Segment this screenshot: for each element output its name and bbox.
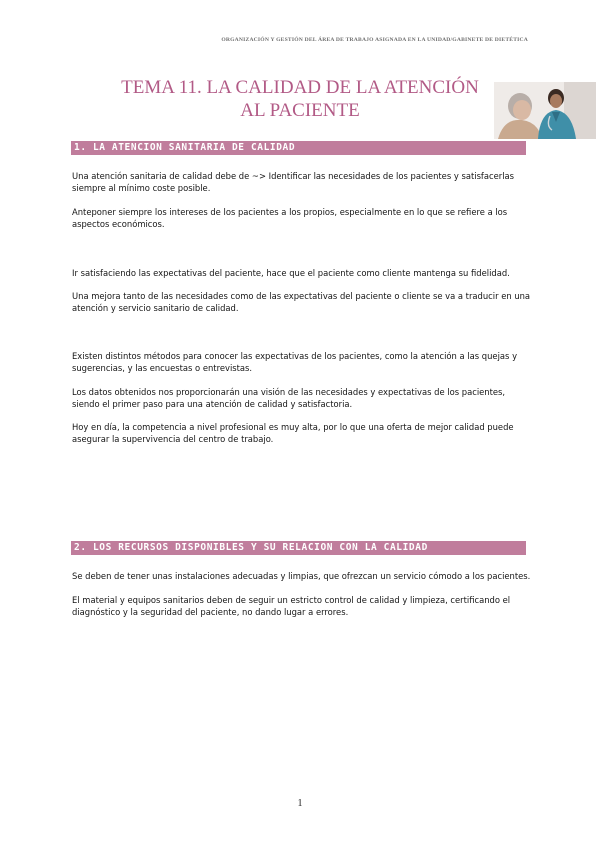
section-2-heading-bar xyxy=(71,541,526,555)
running-header: ORGANIZACIÓN Y GESTIÓN DEL ÁREA DE TRABAJO ASIGNADA EN LA UNIDAD/GABINETE DE DIETÉTICA xyxy=(221,37,528,43)
section-1-heading-bar xyxy=(71,141,526,155)
section-1-heading: 1. LA ATENCION SANITARIA DE CALIDAD xyxy=(74,142,296,153)
section-1-paragraph-4: Una mejora tanto de las necesidades como de las expectativas del paciente o cliente se va a traducir en una atención y servicio sanitario de calidad. xyxy=(72,291,531,313)
section-1-paragraph-6: Los datos obtenidos nos proporcionarán una visión de las necesidades y expectativas de los pacientes, siendo el primer paso para una atención de calidad y satisfactoria. xyxy=(72,387,506,409)
page-number: 1 xyxy=(297,798,303,809)
section-1-paragraph-2: Anteponer siempre los intereses de los pacientes a los propios, especialmente en lo que se refiere a los aspectos económicos. xyxy=(72,207,508,229)
section-2-heading: 2. LOS RECURSOS DISPONIBLES Y SU RELACION CON LA CALIDAD xyxy=(74,542,428,553)
page-title xyxy=(100,76,500,122)
section-2-paragraph-1: Se deben de tener unas instalaciones adecuadas y limpias, que ofrezcan un servicio cómodo a los pacientes. xyxy=(72,571,531,581)
section-1-paragraph-1: Una atención sanitaria de calidad debe de ~> Identificar las necesidades de los pacientes y satisfacerlas siempre al mínimo coste posible. xyxy=(72,171,515,193)
page-title-line-2: AL PACIENTE xyxy=(240,100,360,121)
section-1-paragraph-3: Ir satisfaciendo las expectativas del paciente, hace que el paciente como cliente mantenga su fidelidad. xyxy=(72,268,510,278)
nurse-patient-photo xyxy=(494,82,596,139)
section-1-paragraph-5: Existen distintos métodos para conocer las expectativas de los pacientes, como la atención a las quejas y sugerencias, y las encuestas o entrevistas. xyxy=(72,351,518,373)
section-2-paragraph-2: El material y equipos sanitarios deben de seguir un estricto control de calidad y limpieza, certificando el diagnóstico y la seguridad del paciente, no dando lugar a errores. xyxy=(72,595,511,617)
section-1-paragraph-7: Hoy en día, la competencia a nivel profesional es muy alta, por lo que una oferta de mejor calidad puede asegurar la supervivencia del centro de trabajo. xyxy=(72,422,514,444)
page-title-line-1: TEMA 11. LA CALIDAD DE LA ATENCIÓN xyxy=(121,77,479,98)
